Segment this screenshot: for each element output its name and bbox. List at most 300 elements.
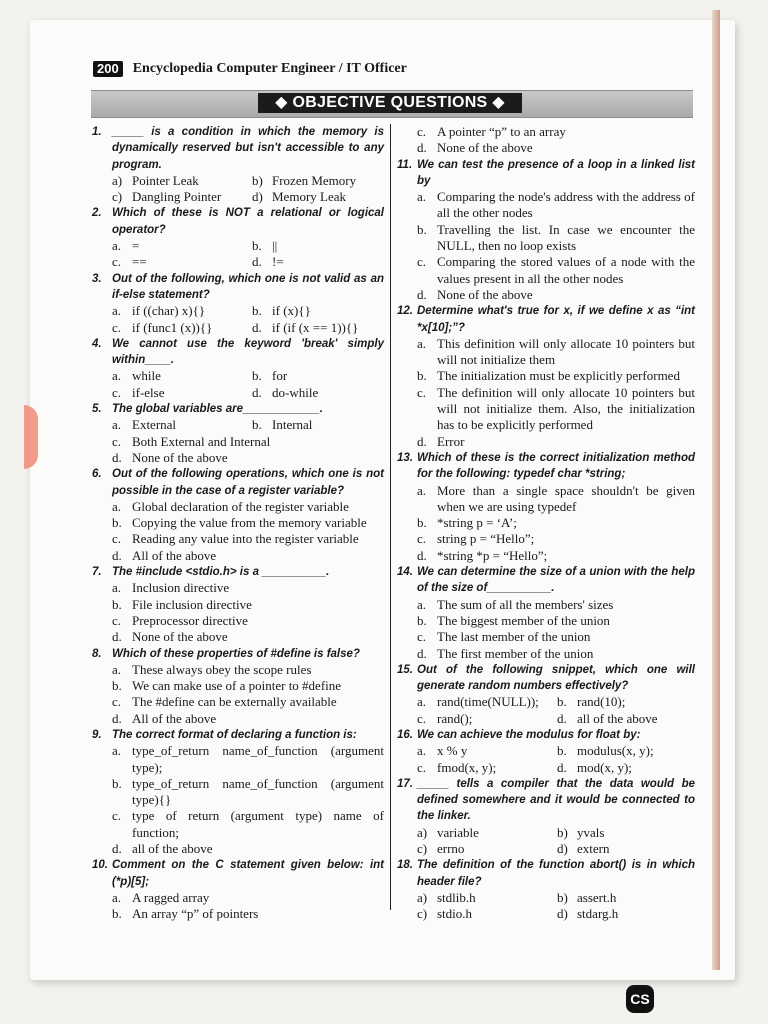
option-row [417, 694, 695, 710]
option-label: c) [417, 841, 428, 857]
option [112, 743, 384, 776]
option [112, 303, 252, 319]
question-stem: We can achieve the modulus for float by: [417, 728, 641, 741]
option-text: None of the above [437, 286, 533, 302]
option-text: stdio.h [437, 906, 473, 922]
option-text: Frozen Memory [272, 172, 357, 188]
question-block [92, 857, 384, 922]
option-label: a. [112, 238, 122, 254]
option-label: d. [112, 449, 122, 465]
option-text: The biggest member of the union [437, 612, 610, 628]
option-label: a) [417, 824, 428, 840]
option-label: d. [417, 547, 427, 563]
option-label: c. [417, 254, 427, 270]
option [417, 629, 695, 645]
option-label: c. [417, 384, 427, 400]
option-row [112, 303, 384, 319]
option [252, 189, 384, 205]
option [417, 646, 695, 662]
option-label: a. [112, 417, 122, 433]
option [112, 906, 384, 922]
question-stem: We cannot use the keyword 'break' simply within____. [112, 337, 384, 367]
options-list [92, 417, 384, 466]
options-list [397, 336, 695, 450]
option-label: c. [417, 124, 427, 139]
question-block [92, 124, 384, 205]
option-label: a. [417, 694, 427, 710]
question-text [397, 662, 695, 695]
option-text: Internal [272, 417, 313, 433]
option-label: c. [112, 319, 122, 335]
option [417, 548, 695, 564]
option-label: d. [112, 547, 122, 563]
option-text: Travelling the list. In case we encounter the NULL, then no loop exists [437, 221, 695, 254]
option-label: a. [417, 482, 427, 498]
option-row [417, 711, 695, 727]
option-text: These always obey the scope rules [132, 661, 312, 677]
option [417, 189, 695, 222]
option-text: None of the above [132, 449, 228, 465]
continued-options [397, 124, 695, 157]
option-label: b. [417, 612, 427, 628]
option-text: Pointer Leak [132, 172, 199, 188]
option-label: a. [112, 580, 122, 596]
option [252, 173, 384, 189]
option [557, 890, 695, 906]
option [417, 743, 557, 759]
option-text: Inclusion directive [132, 580, 230, 596]
option-row [417, 841, 695, 857]
question-stem: _____ is a condition in which the memory is dynamically reserved but isn't accessible to any program. [112, 126, 384, 171]
section-title: ◆ OBJECTIVE QUESTIONS ◆ [258, 93, 522, 113]
option [252, 368, 384, 384]
option-text: type_of_return name_of_function (argument type); [132, 743, 384, 775]
question-block [92, 466, 384, 564]
question-number: 6. [92, 468, 102, 481]
option-text: = [132, 238, 140, 254]
option-text: Global declaration of the register variable [132, 498, 349, 514]
question-number: 9. [92, 728, 102, 741]
option-label: d. [112, 710, 122, 726]
option [112, 841, 384, 857]
question-stem: Out of the following operations, which one is not possible in the case of a register variable? [112, 468, 384, 497]
option-text: The last member of the union [437, 629, 591, 645]
option [417, 368, 695, 384]
option [112, 385, 252, 401]
option-text: Memory Leak [272, 189, 347, 205]
options-list [397, 694, 695, 727]
option-text: rand(time(NULL)); [437, 694, 539, 710]
option-label: b. [112, 906, 122, 922]
question-block [92, 271, 384, 336]
option-text: type_of_return name_of_function (argument type){} [132, 775, 384, 808]
option [112, 548, 384, 564]
question-stem: The correct format of declaring a function is: [112, 728, 357, 741]
option-text: *string *p = “Hello”; [437, 547, 548, 563]
question-number: 1. [92, 126, 102, 138]
question-number: 8. [92, 647, 102, 660]
option-label: b. [252, 238, 262, 254]
question-number: 15. [397, 663, 413, 676]
question-text [397, 564, 695, 597]
question-block [397, 157, 695, 304]
option-label: d. [557, 710, 567, 726]
option [417, 906, 557, 922]
left-column [92, 124, 384, 923]
options-list [92, 368, 384, 401]
option [557, 694, 695, 710]
option-text: do-while [272, 384, 319, 400]
question-text [92, 401, 384, 417]
option-text: while [132, 368, 161, 384]
option [557, 906, 695, 922]
option-text: External [132, 417, 177, 433]
question-stem: The global variables are____________. [112, 403, 323, 416]
option-label: b. [252, 368, 262, 384]
question-stem: We can test the presence of a loop in a linked list by [417, 158, 695, 187]
option-text: extern [577, 841, 610, 857]
option-row [112, 385, 384, 401]
question-block [397, 564, 695, 662]
option [417, 890, 557, 906]
option-text: if ((char) x){} [132, 303, 206, 319]
question-number: 5. [92, 403, 102, 416]
option-label: d. [417, 140, 427, 156]
option-label: d. [252, 254, 262, 270]
option-label: c. [112, 531, 122, 547]
option-label: b) [557, 889, 568, 905]
option-label: b. [112, 678, 122, 694]
option [252, 320, 384, 336]
book-title: Encyclopedia Computer Engineer / IT Officer [132, 61, 407, 76]
option [112, 254, 252, 270]
option [417, 760, 557, 776]
option-label: c. [417, 531, 427, 547]
options-list [92, 499, 384, 564]
option [417, 287, 695, 303]
option-label: c. [112, 254, 122, 270]
question-stem: We can determine the size of a union with the help of the size of__________. [417, 566, 695, 595]
option-label: a. [417, 335, 427, 351]
option [417, 515, 695, 531]
option-text: x % y [437, 743, 468, 759]
option-text: stdlib.h [437, 889, 476, 905]
option-label: a. [112, 303, 122, 319]
option-text: The first member of the union [437, 645, 594, 661]
option-label: d. [112, 629, 122, 645]
option-text: if (func1 (x)){} [132, 319, 213, 335]
option [417, 254, 695, 287]
option [417, 483, 695, 516]
option-text: We can make use of a pointer to #define [132, 678, 342, 694]
option-label: c. [417, 710, 427, 726]
option [557, 825, 695, 841]
option-label: c) [417, 906, 428, 922]
page-number: 200 [93, 61, 123, 77]
option-text: if (if (x == 1)){} [272, 319, 359, 335]
option-label: d. [417, 645, 427, 661]
option [112, 368, 252, 384]
question-stem: Which of these is the correct initialization method for the following: typedef char *string; [417, 451, 695, 481]
options-list [397, 825, 695, 858]
option-label: a. [112, 889, 122, 905]
option-text: More than a single space shouldn't be given when we are using typedef [437, 482, 695, 514]
question-text [92, 857, 384, 890]
option-label: a) [112, 172, 123, 188]
question-block [397, 857, 695, 922]
option [417, 597, 695, 613]
question-text [92, 271, 384, 304]
option-text: for [272, 368, 288, 384]
options-list [397, 597, 695, 662]
question-stem: The #include <stdio.h> is a __________. [112, 566, 330, 579]
question-block [92, 727, 384, 857]
option [417, 825, 557, 841]
question-stem: Out of the following, which one is not valid as an if-else statement? [112, 272, 384, 301]
option-text: This definition will only allocate 10 pointers but will not initialize them [437, 335, 695, 368]
option [112, 515, 384, 531]
question-text [92, 205, 384, 238]
options-list [397, 743, 695, 776]
option-label: d. [557, 759, 567, 775]
option-text: rand(10); [577, 694, 626, 710]
page-header [93, 60, 407, 78]
option-label: d) [557, 906, 568, 922]
options-list [92, 743, 384, 857]
option-label: a. [112, 743, 122, 759]
question-text [92, 466, 384, 499]
option-text: Reading any value into the register variable [132, 531, 359, 547]
question-stem: The definition of the function abort() is in which header file? [417, 859, 695, 888]
question-number: 7. [92, 566, 102, 579]
question-number: 4. [92, 337, 102, 350]
option-label: b. [417, 221, 427, 237]
question-text [397, 727, 695, 743]
question-block [397, 303, 695, 450]
option-text: None of the above [132, 629, 228, 645]
question-number: 17. [397, 777, 413, 790]
option-label: c. [112, 808, 122, 824]
options-list [397, 189, 695, 303]
question-stem: Comment on the C statement given below: int (*p)[5]; [112, 859, 384, 888]
options-list [92, 580, 384, 645]
option-row [417, 743, 695, 759]
question-number: 12. [397, 305, 413, 318]
option [112, 189, 252, 205]
option-text: mod(x, y); [577, 759, 632, 775]
option-text: if (x){} [272, 303, 311, 319]
option-row [112, 173, 384, 189]
option-label: a. [112, 368, 122, 384]
option [557, 841, 695, 857]
option [417, 841, 557, 857]
question-text [397, 776, 695, 825]
question-number: 18. [397, 859, 413, 872]
option-label: c. [417, 629, 427, 645]
option-text: Dangling Pointer [132, 189, 222, 205]
option-row [417, 906, 695, 922]
option-text: A pointer “p” to an array [437, 124, 566, 139]
option-label: b. [417, 368, 427, 384]
option-label: b. [112, 596, 122, 612]
option [557, 711, 695, 727]
options-list [397, 890, 695, 923]
option-label: b. [112, 515, 122, 531]
option-label: b. [557, 743, 567, 759]
question-text [397, 303, 695, 336]
option [112, 597, 384, 613]
option [112, 890, 384, 906]
options-list [397, 483, 695, 564]
option-label: b. [252, 417, 262, 433]
option-text: The definition will only allocate 10 pointers but will not initialize them. Also, the initialization has to be explicitly performed [437, 384, 695, 433]
option-label: d) [557, 841, 568, 857]
option [417, 711, 557, 727]
option-label: c. [112, 612, 122, 628]
option-text: errno [437, 841, 465, 857]
option-row [112, 320, 384, 336]
option-text: Both External and Internal [132, 433, 271, 449]
option-label: d. [252, 319, 262, 335]
question-block [92, 646, 384, 727]
question-number: 13. [397, 451, 413, 464]
option-text: An array “p” of pointers [132, 906, 259, 922]
option-label: b) [252, 172, 263, 188]
question-number: 3. [92, 272, 102, 285]
option-text: A ragged array [132, 889, 210, 905]
option-text: The sum of all the members' sizes [437, 596, 614, 612]
question-text [397, 857, 695, 890]
option [112, 629, 384, 645]
option [112, 776, 384, 809]
option-label: d. [252, 384, 262, 400]
option-label: b. [112, 775, 122, 791]
option-text: assert.h [577, 889, 617, 905]
option-text: *string p = ‘A’; [437, 515, 517, 531]
option [557, 760, 695, 776]
option [417, 613, 695, 629]
question-text [397, 450, 695, 483]
option-label: a. [112, 661, 122, 677]
option-text: all of the above [577, 710, 658, 726]
option [417, 124, 695, 140]
option [112, 173, 252, 189]
option-text: string p = “Hello”; [437, 531, 535, 547]
option-text: type of return (argument type) name of function; [132, 808, 384, 840]
option-text: None of the above [437, 140, 533, 156]
option-text: != [272, 254, 284, 270]
options-list [92, 890, 384, 923]
option [112, 662, 384, 678]
option-label: a) [417, 889, 428, 905]
column-divider [390, 124, 391, 910]
question-stem: Out of the following snippet, which one will generate random numbers effectively? [417, 663, 695, 693]
option-row [112, 368, 384, 384]
option-label: a. [417, 189, 427, 205]
question-stem: Which of these is NOT a relational or logical operator? [112, 207, 384, 236]
option-row [417, 825, 695, 841]
option [252, 417, 384, 433]
option-label: c. [112, 433, 122, 449]
option-label: a. [417, 596, 427, 612]
option-label: d. [112, 841, 122, 857]
option-label: c. [112, 384, 122, 400]
option-text: yvals [577, 824, 605, 840]
option-text: Copying the value from the memory variable [132, 515, 367, 531]
option-text: all of the above [132, 841, 213, 857]
question-block [92, 564, 384, 645]
option-text: Comparing the node's address with the address of all the other nodes [437, 189, 695, 221]
option-text: File inclusion directive [132, 596, 252, 612]
option-text: Preprocessor directive [132, 612, 248, 628]
question-block [92, 401, 384, 466]
option [112, 499, 384, 515]
question-number: 14. [397, 566, 413, 579]
option [417, 140, 695, 156]
option [112, 320, 252, 336]
option-text: if-else [132, 384, 165, 400]
option-text: rand(); [437, 710, 473, 726]
right-column [397, 124, 695, 923]
option-label: a. [112, 498, 122, 514]
option-text: Error [437, 433, 465, 449]
option-text: The #define can be externally available [132, 694, 337, 710]
question-stem: Which of these properties of #define is false? [112, 647, 360, 660]
option [417, 434, 695, 450]
camscanner-logo-icon: CS [626, 985, 654, 1013]
option-label: b. [557, 694, 567, 710]
option-text: stdarg.h [577, 906, 619, 922]
option [112, 238, 252, 254]
option [112, 711, 384, 727]
option-label: d. [417, 286, 427, 302]
question-stem: Determine what's true for x, if we define x as “int *x[10];”? [417, 305, 695, 334]
option [112, 450, 384, 466]
option-row [417, 760, 695, 776]
option [417, 531, 695, 547]
option [252, 303, 384, 319]
margin-mark [24, 405, 38, 469]
option [112, 613, 384, 629]
option [252, 254, 384, 270]
option-text: All of the above [132, 710, 217, 726]
question-block [92, 336, 384, 401]
option-label: d) [252, 189, 263, 205]
option [112, 531, 384, 547]
options-list [92, 173, 384, 206]
option-label: d. [417, 433, 427, 449]
option-label: c. [417, 759, 427, 775]
option [417, 694, 557, 710]
option-text: fmod(x, y); [437, 759, 497, 775]
option-text: == [132, 254, 147, 270]
option-row [112, 417, 384, 433]
option [112, 694, 384, 710]
option-row [112, 238, 384, 254]
option [417, 385, 695, 434]
question-block [397, 662, 695, 727]
option-label: b) [557, 824, 568, 840]
question-number: 16. [397, 728, 413, 741]
page-edge [712, 10, 720, 970]
option [417, 336, 695, 369]
option [112, 434, 384, 450]
question-text [397, 157, 695, 190]
option [252, 385, 384, 401]
question-number: 10. [92, 859, 108, 872]
question-text [92, 727, 384, 743]
question-block [397, 727, 695, 776]
